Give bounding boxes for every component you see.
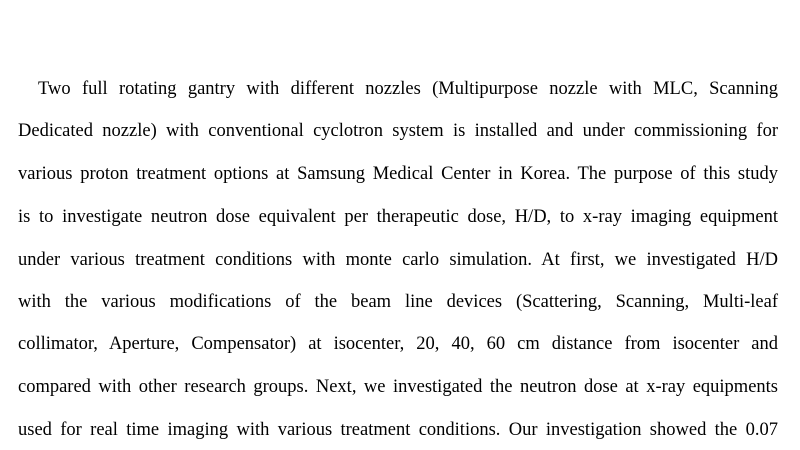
paragraph-line (18, 331, 778, 357)
paragraph-line (18, 161, 778, 187)
line-text: compared with other research groups. Next, we investigated the neutron dose at x-ray equipments (18, 377, 778, 397)
paragraph-line (18, 247, 778, 273)
paragraph-line (18, 204, 778, 230)
line-text: Dedicated nozzle) with conventional cyclotron system is installed and under commissioning for (18, 121, 778, 141)
line-text: is to investigate neutron dose equivalent per therapeutic dose, H/D, to x-ray imaging equipment (18, 207, 778, 227)
line-text: various proton treatment options at Samsung Medical Center in Korea. The purpose of this study (18, 164, 778, 184)
line-text: with the various modifications of the beam line devices (Scattering, Scanning, Multi-leaf (18, 292, 778, 312)
paragraph-line (18, 374, 778, 400)
paragraph-line (38, 76, 778, 102)
line-text: collimator, Aperture, Compensator) at isocenter, 20, 40, 60 cm distance from isocenter and (18, 334, 778, 354)
line-text: Two full rotating gantry with different nozzles (Multipurpose nozzle with MLC, Scanning (38, 79, 778, 99)
paragraph-line (18, 118, 778, 144)
paragraph-line (18, 289, 778, 315)
paragraph-line (18, 417, 778, 443)
line-text: used for real time imaging with various treatment conditions. Our investigation showed the 0.07 (18, 420, 778, 440)
line-text: under various treatment conditions with monte carlo simulation. At first, we investigated H/D (18, 250, 778, 270)
